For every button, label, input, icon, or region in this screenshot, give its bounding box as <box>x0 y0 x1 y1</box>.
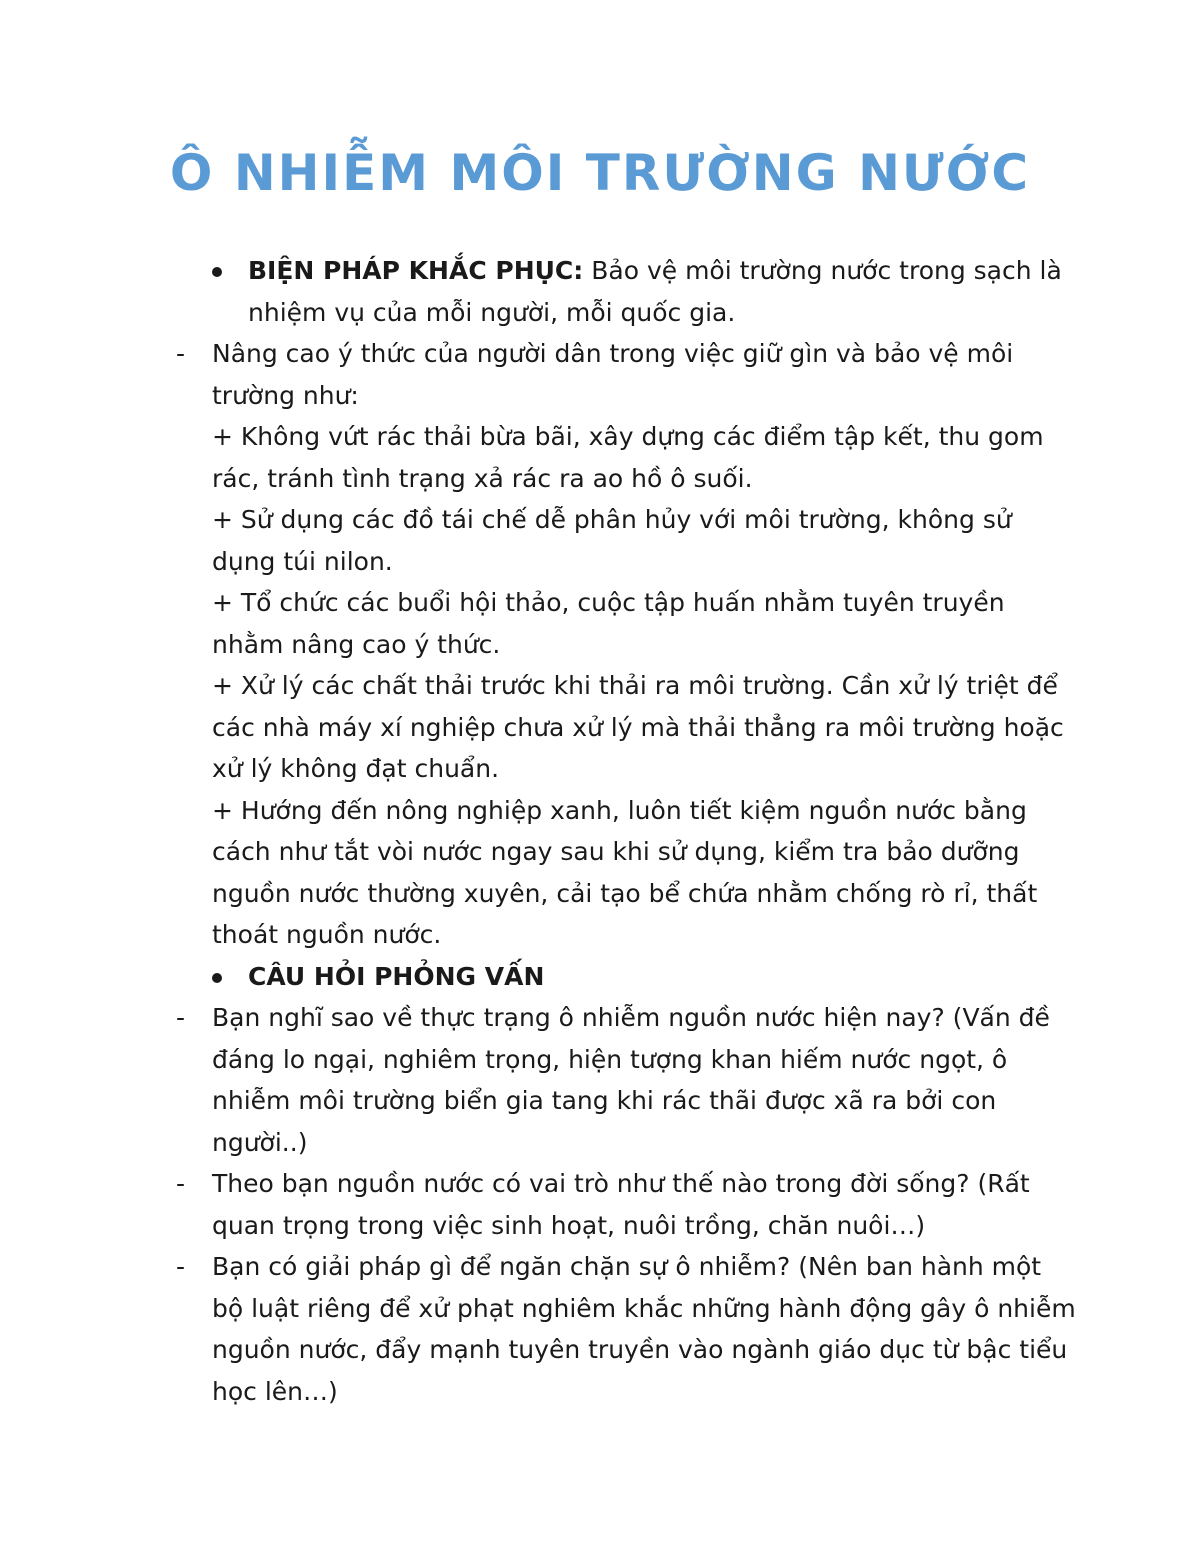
dash-icon: - <box>176 339 186 368</box>
question-text: Theo bạn nguồn nước có vai trò như thế nào trong đời sống? (Rất quan trọng trong việc sinh hoạt, nuôi trồng, chăn nuôi…) <box>212 1169 1030 1240</box>
plus-item-text: + Hướng đến nông nghiệp xanh, luôn tiết kiệm nguồn nước bằng cách như tắt vòi nước ngay sau khi sử dụng, kiểm tra bảo dưỡng nguồn nước thường xuyên, cải tạo bể chứa nhằm chống rò rỉ, thất thoát nguồn nước. <box>212 795 1038 949</box>
list-item-dash <box>0 333 1200 416</box>
dash-item-text: Nâng cao ý thức của người dân trong việc giữ gìn và bảo vệ môi trường như: <box>212 339 1014 410</box>
section-heading-interview: CÂU HỎI PHỎNG VẤN <box>248 961 545 991</box>
plus-item-text: + Sử dụng các đồ tái chế dễ phân hủy với môi trường, không sử dụng túi nilon. <box>212 505 1012 576</box>
question-text: Bạn có giải pháp gì để ngăn chặn sự ô nhiễm? (Nên ban hành một bộ luật riêng để xử phạt nghiêm khắc những hành động gây ô nhiễm nguồn nước, đẩy mạnh tuyên truyền vào ngành giáo dục từ bậc tiểu học lên…) <box>212 1252 1076 1406</box>
list-item-dash <box>0 997 1200 1163</box>
bullet-icon <box>212 973 222 983</box>
list-item-plus <box>0 416 1200 499</box>
list-item-plus <box>0 582 1200 665</box>
dash-icon: - <box>176 1003 186 1032</box>
question-text: Bạn nghĩ sao về thực trạng ô nhiễm nguồn nước hiện nay? (Vấn đề đáng lo ngại, nghiêm trọng, hiện tượng khan hiếm nước ngọt, ô nhiễm môi trường biển gia tang khi rác thãi được xã ra bởi con người..) <box>212 1003 1050 1157</box>
plus-item-text: + Không vứt rác thải bừa bãi, xây dựng các điểm tập kết, thu gom rác, tránh tình trạng xả rác ra ao hồ ô suối. <box>212 422 1044 493</box>
list-item-dash <box>0 1246 1200 1412</box>
document-title: Ô NHIỄM MÔI TRƯỜNG NƯỚC <box>169 144 1031 202</box>
section-remedies <box>0 250 1200 333</box>
dash-icon: - <box>176 1252 186 1281</box>
list-item-plus <box>0 790 1200 956</box>
plus-item-text: + Tổ chức các buổi hội thảo, cuộc tập huấn nhằm tuyên truyền nhằm nâng cao ý thức. <box>212 588 1005 659</box>
bullet-icon <box>212 267 222 277</box>
section-intro-text: Bảo vệ môi trường nước trong sạch là nhiệm vụ của mỗi người, mỗi quốc gia. <box>248 256 1062 327</box>
list-item-dash <box>0 1163 1200 1246</box>
plus-item-text: + Xử lý các chất thải trước khi thải ra môi trường. Cần xử lý triệt để các nhà máy xí nghiệp chưa xử lý mà thải thẳng ra môi trường hoặc xử lý không đạt chuẩn. <box>212 671 1064 783</box>
document-body <box>0 250 1200 1412</box>
list-item-plus <box>0 499 1200 582</box>
list-item-plus <box>0 665 1200 790</box>
section-interview <box>0 956 1200 998</box>
dash-icon: - <box>176 1169 186 1198</box>
section-heading-remedies: BIỆN PHÁP KHẮC PHỤC: <box>248 256 584 285</box>
